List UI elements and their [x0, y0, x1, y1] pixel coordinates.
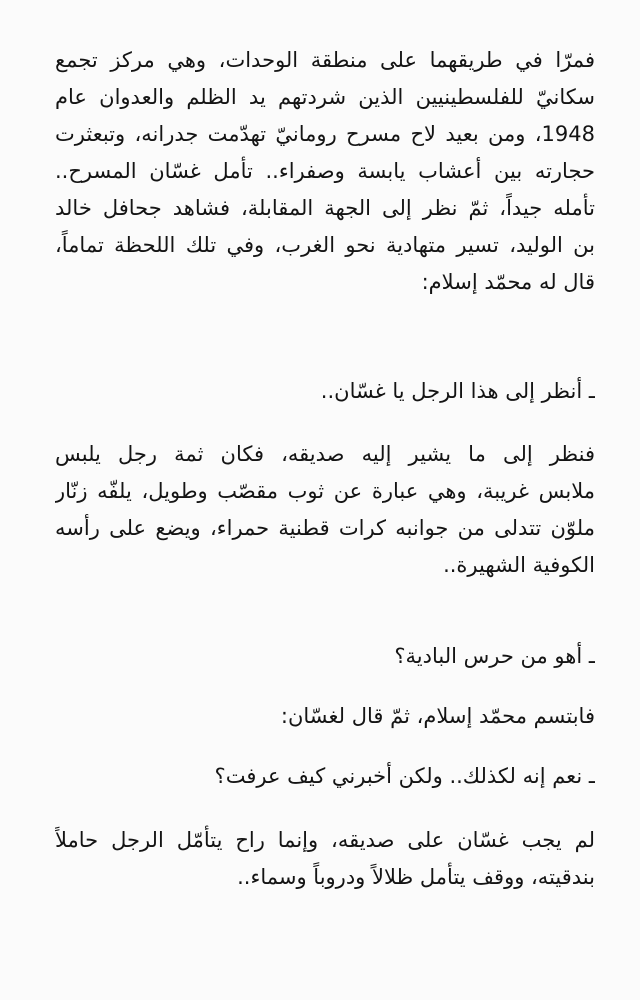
dialogue-line-2: [55, 638, 595, 675]
paragraph-line: ملابس غريبة، وهي عبارة عن ثوب مقصّب وطويل، يلفّه زنّار: [55, 479, 595, 503]
paragraph-line: بندقيته، ووقف يتأمل ظلالاً ودروباً وسماء..: [237, 865, 595, 889]
dialogue-line-3: [55, 758, 595, 795]
paragraph-2: [55, 436, 595, 584]
paragraph-3: [55, 698, 595, 735]
paragraph-line: قال له محمّد إسلام:: [421, 270, 595, 294]
paragraph-line: فمرّا في طريقهما على منطقة الوحدات، وهي مركز تجمع: [55, 48, 595, 72]
paragraph-1: [55, 42, 595, 301]
paragraph-line: ملوّن تتدلى من جوانبه كرات قطنية حمراء، ويضع على رأسه: [55, 516, 595, 540]
dialogue-line-1: [55, 373, 595, 410]
paragraph-line: الكوفية الشهيرة..: [443, 553, 595, 577]
paragraph-line: بن الوليد، تسير متهادية نحو الغرب، وفي تلك اللحظة تماماً،: [55, 233, 595, 257]
paragraph-line: لم يجب غسّان على صديقه، وإنما راح يتأمّل الرجل حاملاً: [55, 828, 595, 852]
dialogue-text: ـ أنظر إلى هذا الرجل يا غسّان..: [320, 379, 595, 403]
paragraph-line: فابتسم محمّد إسلام، ثمّ قال لغسّان:: [280, 704, 595, 728]
paragraph-line: سكانيّ للفلسطينيين الذين شردتهم يد الظلم والعدوان عام: [55, 85, 595, 109]
paragraph-line: حجارته بين أعشاب يابسة وصفراء.. تأمل غسّان المسرح..: [55, 159, 595, 183]
dialogue-text: ـ أهو من حرس البادية؟: [394, 644, 595, 668]
paragraph-line: فنظر إلى ما يشير إليه صديقه، فكان ثمة رجل يلبس: [55, 442, 595, 466]
paragraph-4: [55, 822, 595, 896]
paragraph-line: 1948، ومن بعيد لاح مسرح رومانيّ تهدّمت جدرانه، وتبعثرت: [55, 122, 595, 146]
paragraph-line: تأمله جيداً، ثمّ نظر إلى الجهة المقابلة، فشاهد جحافل خالد: [55, 196, 595, 220]
dialogue-text: ـ نعم إنه لكذلك.. ولكن أخبرني كيف عرفت؟: [214, 764, 595, 788]
